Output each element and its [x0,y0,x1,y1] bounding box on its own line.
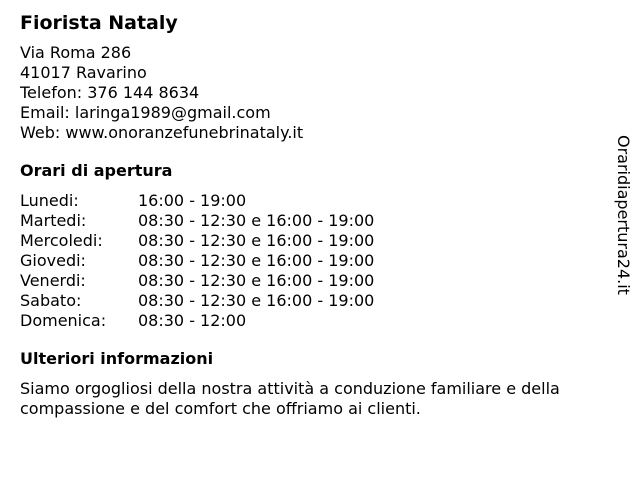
city-line: 41017 Ravarino [20,63,147,82]
email-line: Email: laringa1989@gmail.com [20,103,271,122]
hours-row [20,271,610,291]
hours-day: Domenica: [20,311,107,330]
address-line: Via Roma 286 [20,43,132,62]
hours-title: Orari di apertura [20,161,173,180]
hours-row [20,251,610,271]
hours-day: Mercoledi: [20,231,103,250]
business-card [20,10,610,419]
business-name: Fiorista Nataly [20,12,178,34]
hours-time: 08:30 - 12:30 e 16:00 - 19:00 [138,291,375,310]
phone-line: Telefon: 376 144 8634 [20,83,200,102]
hours-row [20,191,610,211]
hours-time: 08:30 - 12:30 e 16:00 - 19:00 [138,251,375,270]
hours-table [20,191,610,331]
hours-time: 08:30 - 12:00 [138,311,247,330]
hours-row [20,291,610,311]
hours-time: 08:30 - 12:30 e 16:00 - 19:00 [138,231,375,250]
hours-row [20,311,610,331]
info-text: Siamo orgogliosi della nostra attività a conduzione familiare e della compassione e del comfort che offriamo ai clienti. [20,379,560,418]
hours-time: 08:30 - 12:30 e 16:00 - 19:00 [138,271,375,290]
hours-day: Martedi: [20,211,87,230]
info-title: Ulteriori informazioni [20,349,214,368]
hours-day: Giovedi: [20,251,86,270]
hours-day: Venerdi: [20,271,86,290]
hours-row [20,211,610,231]
hours-day: Lunedi: [20,191,79,210]
web-line: Web: www.onoranzefunebrinataly.it [20,123,304,142]
site-watermark: Oraridiapertura24.it [614,135,633,295]
hours-row [20,231,610,251]
hours-day: Sabato: [20,291,82,310]
hours-time: 08:30 - 12:30 e 16:00 - 19:00 [138,211,375,230]
hours-time: 16:00 - 19:00 [138,191,247,210]
